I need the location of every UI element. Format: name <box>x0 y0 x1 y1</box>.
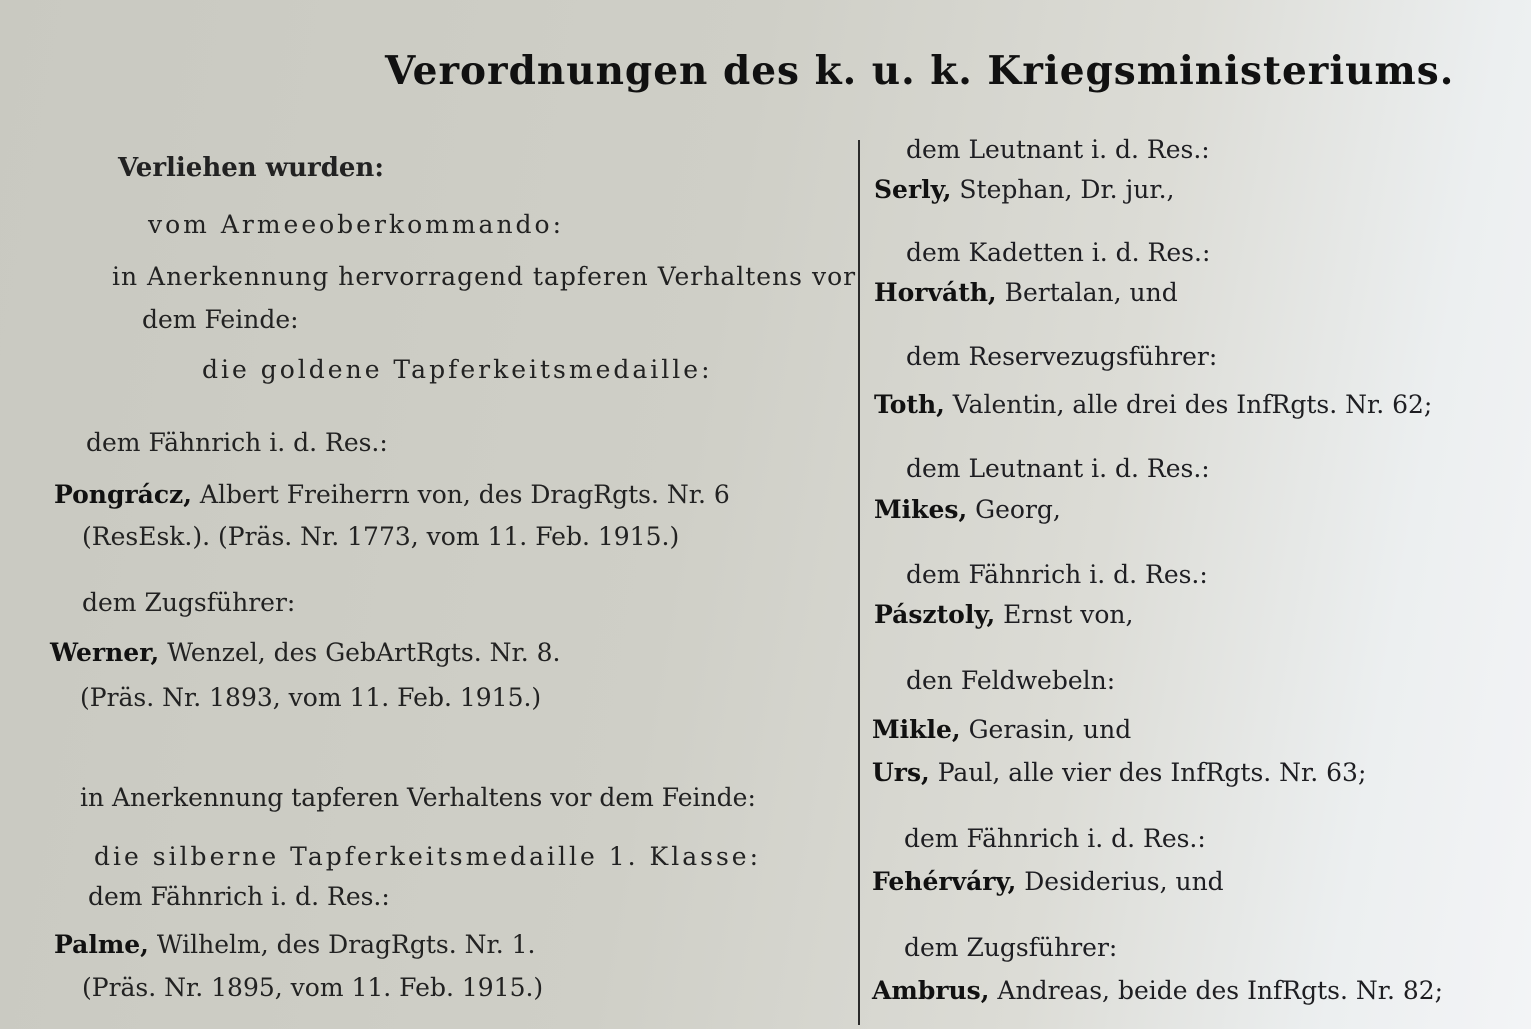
recipient-name: Urs, <box>872 758 930 787</box>
medal-heading-silver: die silberne Tapferkeitsmedaille 1. Klasse: <box>94 842 762 871</box>
recipient-name: Palme, <box>54 930 149 959</box>
rank-line: dem Zugsführer: <box>904 933 1118 962</box>
rank-line: den Feldwebeln: <box>906 666 1116 695</box>
award-entry <box>874 495 1061 525</box>
recognition-line: in Anerkennung tapferen Verhaltens vor dem Feinde: <box>80 783 756 812</box>
award-entry <box>872 758 1366 788</box>
entry-text: Bertalan, und <box>1004 278 1178 307</box>
entry-text: Albert Freiherrn von, des DragRgts. Nr. 6 <box>199 480 730 509</box>
recipient-name: Ambrus, <box>872 976 990 1005</box>
award-entry <box>874 278 1178 308</box>
award-entry <box>874 600 1133 630</box>
award-entry <box>872 867 1224 897</box>
recognition-line: in Anerkennung hervorragend tapferen Verhaltens vor <box>112 262 857 291</box>
entry-text: Wilhelm, des DragRgts. Nr. 1. <box>156 930 536 959</box>
rank-line: dem Fähnrich i. d. Res.: <box>88 882 390 911</box>
entry-text-cont: (ResEsk.). (Präs. Nr. 1773, vom 11. Feb. 1915.) <box>82 522 680 551</box>
award-entry <box>874 175 1175 205</box>
column-divider <box>858 140 860 1025</box>
recognition-line-cont: dem Feinde: <box>142 305 299 334</box>
authority-line: vom Armeeoberkommando: <box>148 210 565 239</box>
recipient-name: Pongrácz, <box>54 480 192 509</box>
award-entry <box>872 715 1131 745</box>
recipient-name: Pásztoly, <box>874 600 996 629</box>
recipient-name: Toth, <box>874 390 945 419</box>
award-entry <box>54 480 730 510</box>
rank-line: dem Leutnant i. d. Res.: <box>906 454 1210 483</box>
recipient-name: Serly, <box>874 175 952 204</box>
entry-text-cont: (Präs. Nr. 1893, vom 11. Feb. 1915.) <box>80 683 542 712</box>
rank-line: dem Leutnant i. d. Res.: <box>906 135 1210 164</box>
recipient-name: Werner, <box>50 638 160 667</box>
entry-text: Stephan, Dr. jur., <box>959 175 1175 204</box>
rank-line: dem Fähnrich i. d. Res.: <box>904 824 1206 853</box>
entry-text: Ernst von, <box>1003 600 1134 629</box>
medal-heading-gold: die goldene Tapferkeitsmedaille: <box>202 355 713 384</box>
award-entry <box>874 390 1432 420</box>
rank-line: dem Zugsführer: <box>82 588 296 617</box>
recipient-name: Fehérváry, <box>872 867 1017 896</box>
entry-text-cont: (Präs. Nr. 1895, vom 11. Feb. 1915.) <box>82 973 544 1002</box>
recipient-name: Horváth, <box>874 278 997 307</box>
award-entry <box>54 930 535 960</box>
entry-text: Gerasin, und <box>968 715 1132 744</box>
entry-text: Georg, <box>975 495 1061 524</box>
award-entry <box>872 976 1443 1006</box>
section-heading: Verliehen wurden: <box>118 153 384 183</box>
entry-text: Valentin, alle drei des InfRgts. Nr. 62; <box>952 390 1433 419</box>
recipient-name: Mikes, <box>874 495 968 524</box>
award-entry <box>50 638 560 668</box>
rank-line: dem Kadetten i. d. Res.: <box>906 238 1211 267</box>
rank-line: dem Fähnrich i. d. Res.: <box>86 428 388 457</box>
entry-text: Wenzel, des GebArtRgts. Nr. 8. <box>167 638 561 667</box>
rank-line: dem Reservezugsführer: <box>906 342 1218 371</box>
rank-line: dem Fähnrich i. d. Res.: <box>906 560 1208 589</box>
page-title: Verordnungen des k. u. k. Kriegsministeriums. <box>385 48 1455 94</box>
recipient-name: Mikle, <box>872 715 961 744</box>
entry-text: Desiderius, und <box>1024 867 1224 896</box>
entry-text: Paul, alle vier des InfRgts. Nr. 63; <box>937 758 1367 787</box>
entry-text: Andreas, beide des InfRgts. Nr. 82; <box>997 976 1444 1005</box>
